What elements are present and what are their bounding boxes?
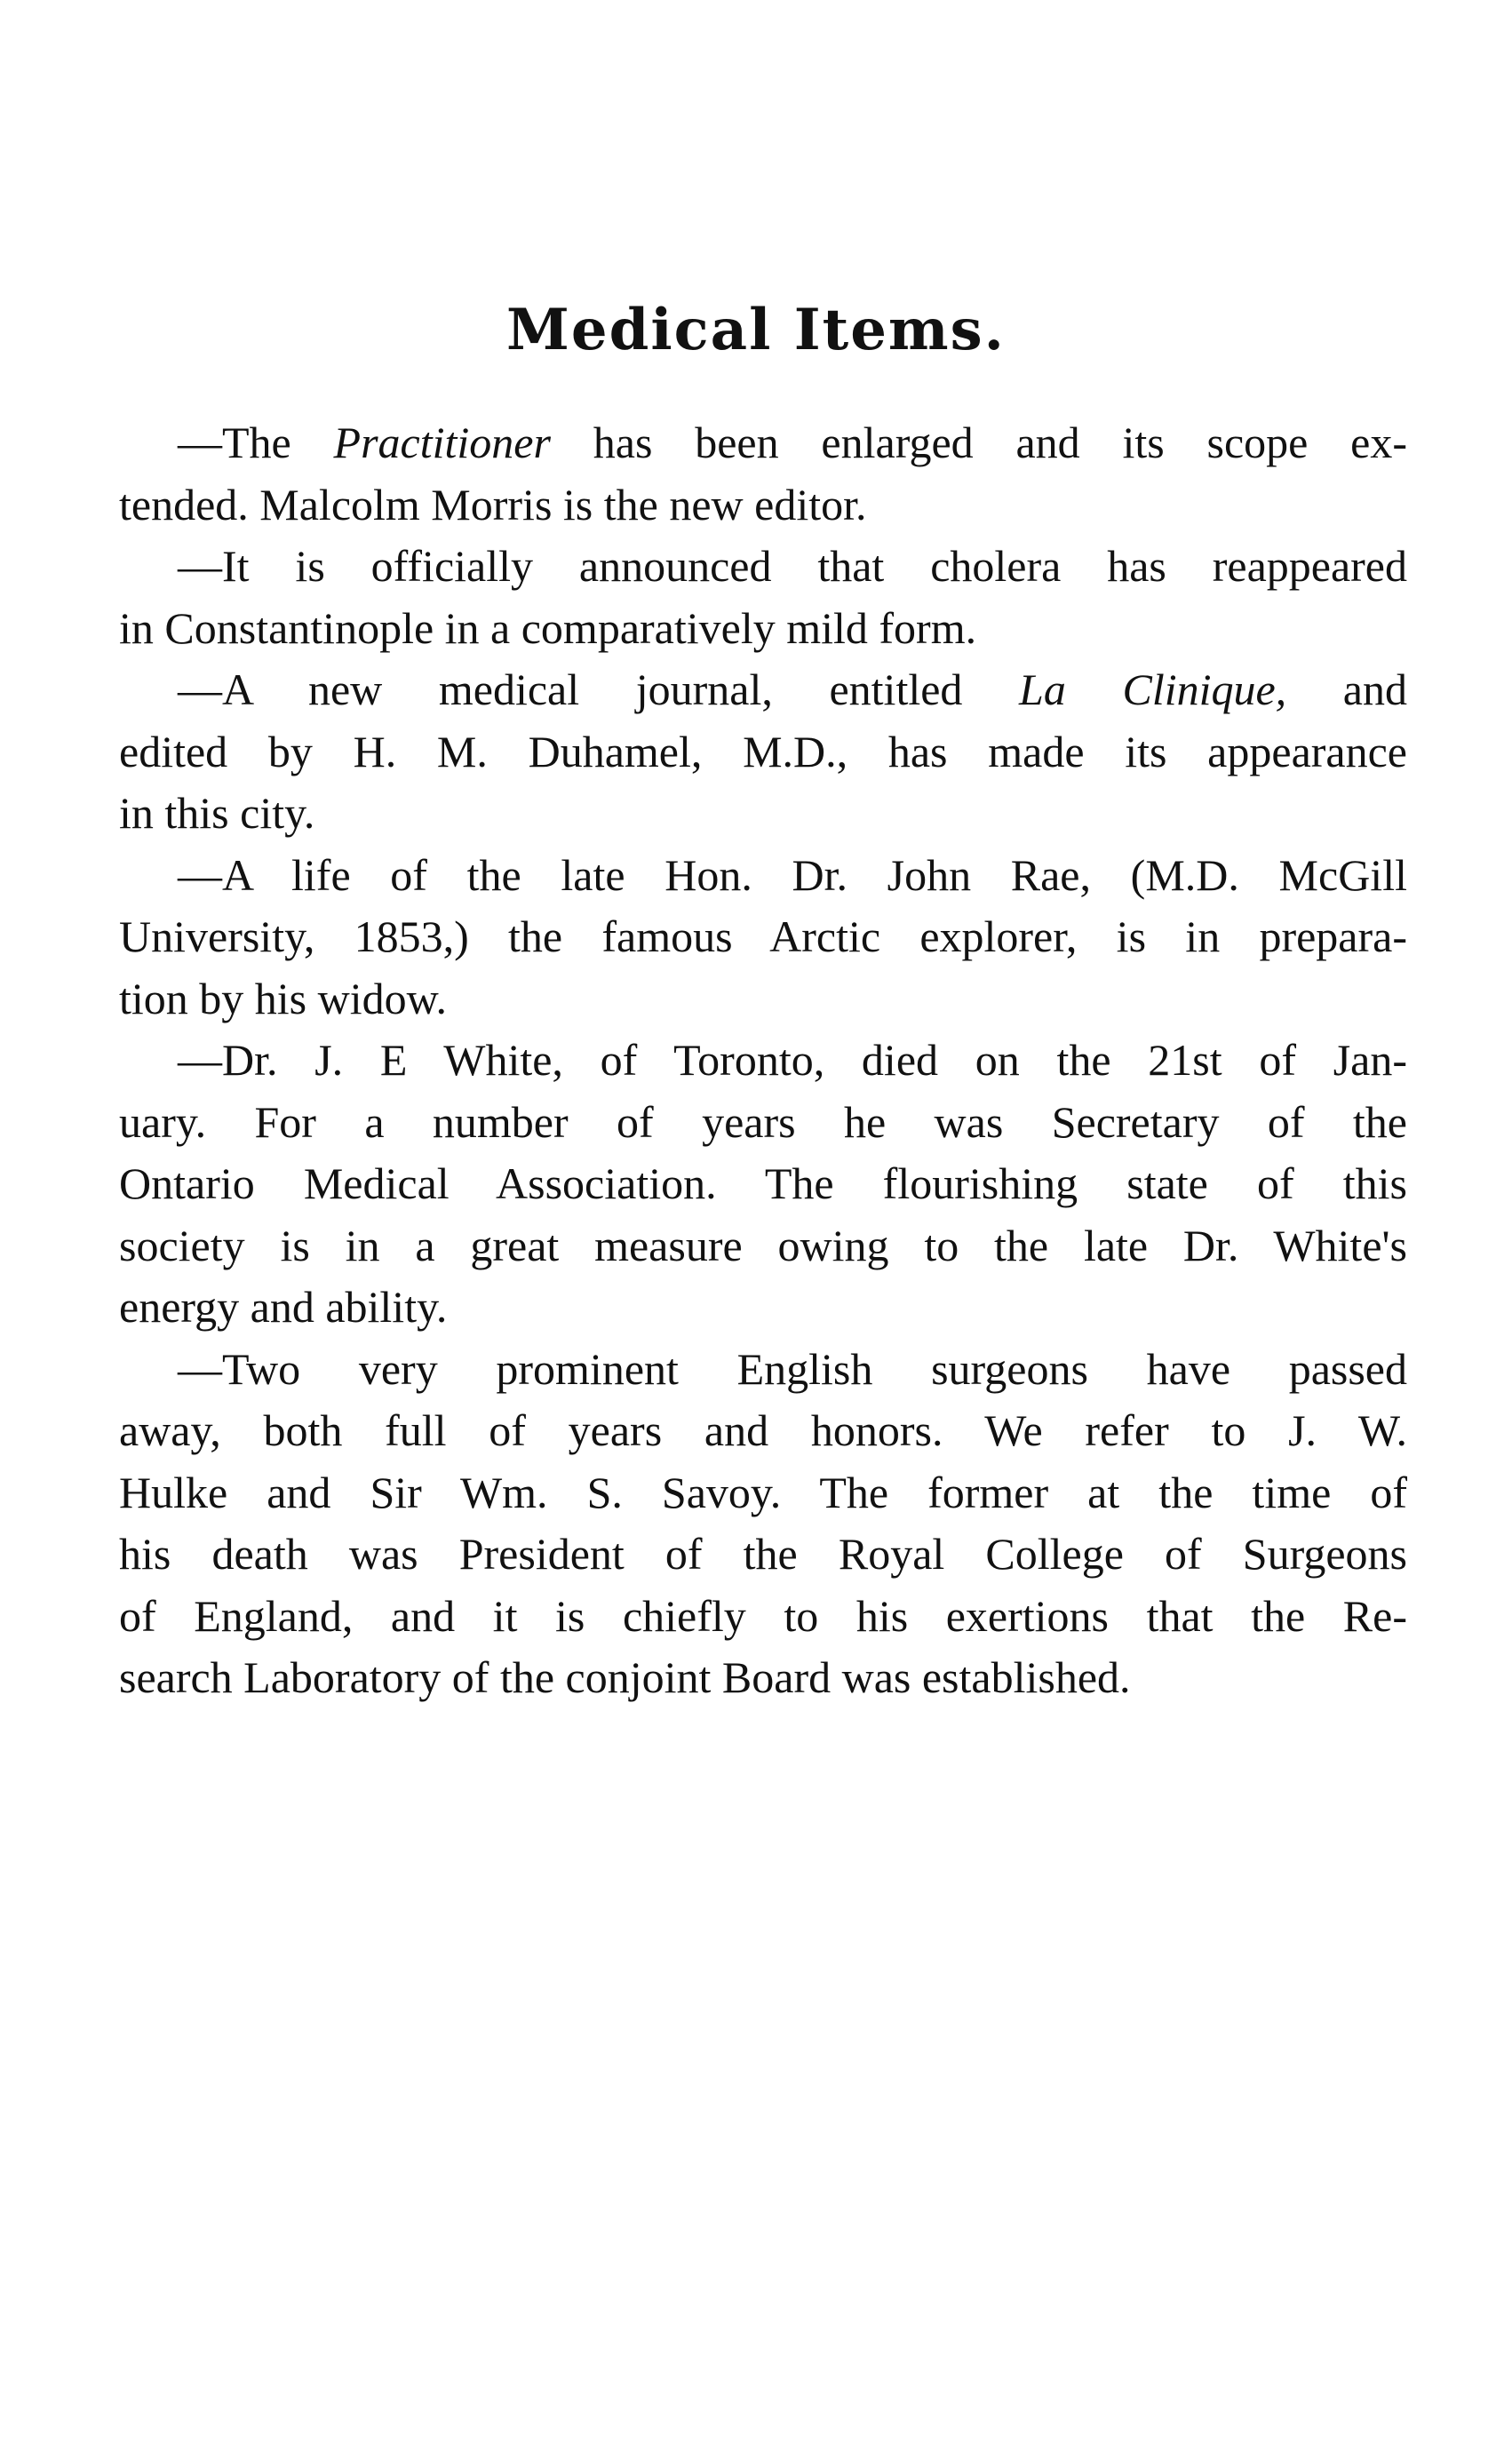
text-line: society is in a great measure owing to the late Dr. White's — [119, 1220, 1407, 1270]
section-heading: Medical Items. — [506, 297, 1006, 363]
text-fragment: and — [1286, 664, 1407, 714]
news-item-practitioner — [119, 412, 1407, 536]
text-line: —A life of the late Hon. Dr. John Rae, (M.D. McGill — [178, 849, 1407, 900]
text-fragment: —A new medical journal, entitled — [178, 664, 1020, 714]
article-body — [119, 412, 1407, 1709]
text-line: in this city. — [119, 788, 315, 838]
text-line: tended. Malcolm Morris is the new editor. — [119, 479, 867, 529]
text-fragment: —The — [178, 418, 334, 467]
text-line: —Dr. J. E White, of Toronto, died on the 21st of Jan- — [178, 1035, 1407, 1085]
text-line: his death was President of the Royal College of Surgeons — [119, 1529, 1407, 1579]
news-item-cholera — [119, 536, 1407, 659]
text-line: in Constantinople in a comparatively mild form. — [119, 602, 977, 653]
journal-title: La Clinique, — [1019, 664, 1287, 714]
news-item-la-clinique — [119, 659, 1407, 845]
journal-title: Practitioner — [333, 418, 551, 467]
text-line — [119, 659, 1407, 721]
text-fragment: has been enlarged and its scope ex- — [550, 418, 1407, 467]
text-line — [119, 412, 1407, 474]
text-line: Ontario Medical Association. The flourishing state of this — [119, 1158, 1407, 1208]
text-line: tion by his widow. — [119, 973, 447, 1023]
news-item-dr-white — [119, 1030, 1407, 1339]
text-line: —It is officially announced that cholera has reappeared — [178, 541, 1407, 591]
text-line: uary. For a number of years he was Secretary of the — [119, 1096, 1407, 1147]
text-line: energy and ability. — [119, 1282, 448, 1332]
text-line: edited by H. M. Duhamel, M.D., has made its appearance — [119, 726, 1407, 776]
text-line: search Laboratory of the conjoint Board was established. — [119, 1652, 1131, 1702]
text-line: of England, and it is chiefly to his exertions that the Re- — [119, 1590, 1407, 1641]
text-line: Hulke and Sir Wm. S. Savoy. The former at the time of — [119, 1467, 1407, 1517]
text-line: away, both full of years and honors. We refer to J. W. — [119, 1405, 1407, 1455]
text-line: University, 1853,) the famous Arctic explorer, is in prepara- — [119, 911, 1407, 961]
news-item-john-rae — [119, 845, 1407, 1031]
text-line: —Two very prominent English surgeons have passed — [178, 1343, 1407, 1394]
news-item-surgeons — [119, 1339, 1407, 1709]
